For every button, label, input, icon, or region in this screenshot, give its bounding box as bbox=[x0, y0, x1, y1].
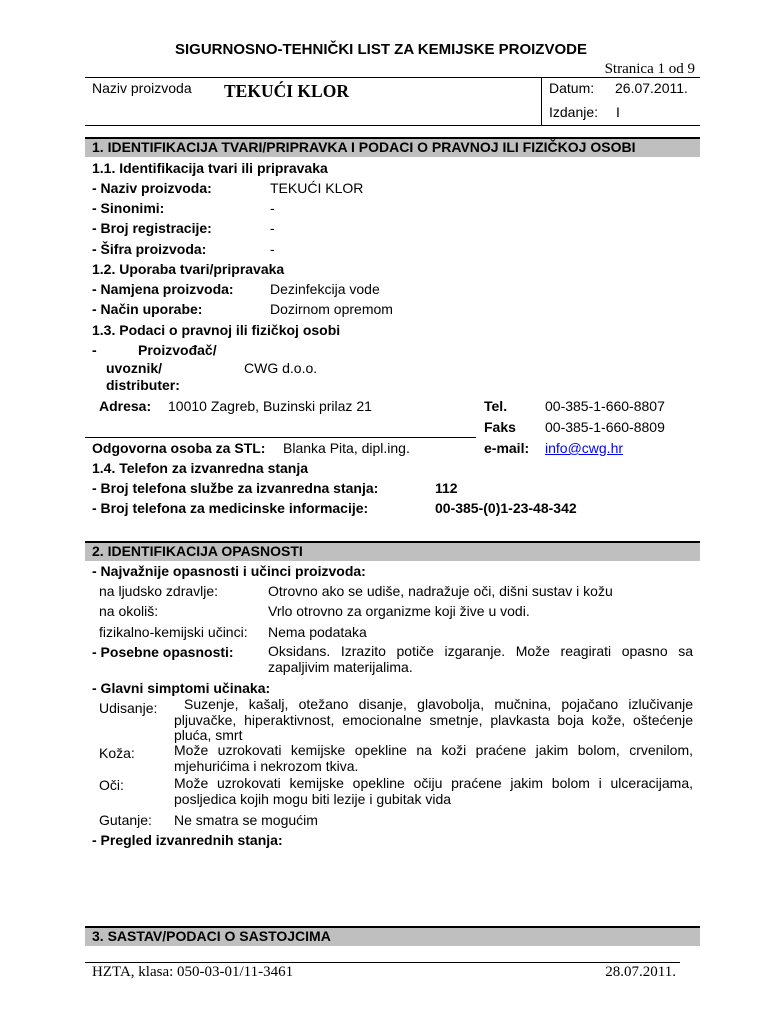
footer-date: 28.07.2011. bbox=[605, 964, 676, 980]
main-symptoms-title: - Glavni simptomi učinaka: bbox=[92, 680, 271, 696]
synonyms-value: - bbox=[270, 200, 275, 216]
email-label: e-mail: bbox=[484, 440, 530, 456]
document-title: SIGURNOSNO-TEHNIČKI LIST ZA KEMIJSKE PROIZVODE bbox=[175, 41, 587, 58]
subsection-1-4-title: 1.4. Telefon za izvanredna stanja bbox=[92, 460, 309, 476]
issue-value: I bbox=[616, 104, 620, 120]
product-code-value: - bbox=[270, 241, 275, 257]
symptom-skin-label: Koža: bbox=[99, 745, 135, 761]
symptom-ingestion-value: Ne smatra se mogućim bbox=[174, 812, 318, 828]
emergency-overview-title: - Pregled izvanrednih stanja: bbox=[92, 832, 283, 848]
synonyms-label: - Sinonimi: bbox=[92, 200, 165, 216]
fax-value: 00-385-1-660-8809 bbox=[545, 419, 665, 435]
subsection-1-1-title: 1.1. Identifikacija tvari ili pripravaka bbox=[92, 160, 328, 176]
product-code-label: - Šifra proizvoda: bbox=[92, 241, 207, 257]
section-1-heading: 1. IDENTIFIKACIJA TVARI/PRIPRAVKA I PODACI O PRAVNOJ ILI FIZIČKOJ OSOBI bbox=[92, 139, 636, 155]
supplier-label-dash: - bbox=[92, 342, 97, 358]
medical-info-phone-label: - Broj telefona za medicinske informacije: bbox=[92, 500, 369, 516]
product-name-value: TEKUĆI KLOR bbox=[270, 180, 364, 196]
hazard-human-health-value: Otrovno ako se udiše, nadražuje oči, dišni sustav i kožu bbox=[268, 583, 613, 599]
main-hazards-title: - Najvažnije opasnosti i učinci proizvoda: bbox=[92, 563, 366, 579]
subsection-1-2-title: 1.2. Uporaba tvari/pripravaka bbox=[92, 261, 285, 277]
medical-info-phone-value: 00-385-(0)1-23-48-342 bbox=[435, 500, 577, 516]
issue-label: Izdanje: bbox=[549, 104, 599, 120]
address-rule bbox=[85, 437, 476, 438]
date-value: 26.07.2011. bbox=[615, 80, 688, 96]
section-2-heading-bar bbox=[85, 541, 700, 561]
supplier-label-line-2: uvoznik/ bbox=[106, 360, 163, 376]
hazard-environment-label: na okoliš: bbox=[99, 603, 159, 619]
symptom-eyes-label: Oči: bbox=[99, 777, 124, 793]
symptom-inhalation-value: Suzenje, kašalj, otežano disanje, glavobolja, mučnina, pojačano izlučivanje pljuvačke, hiperaktivnost, emocionalne smetnje, plavkasta boja kože, oštećenje pluća, smrt bbox=[174, 696, 693, 743]
section-2-heading: 2. IDENTIFIKACIJA OPASNOSTI bbox=[92, 543, 303, 559]
phone-label: Tel. bbox=[484, 398, 508, 414]
page-indicator: Stranica 1 od 9 bbox=[604, 61, 695, 77]
fax-label: Faks bbox=[484, 419, 516, 435]
date-label: Datum: bbox=[549, 80, 595, 96]
intended-use-value: Dezinfekcija vode bbox=[270, 281, 380, 297]
registration-number-label: - Broj registracije: bbox=[92, 220, 212, 236]
special-hazards-value: Oksidans. Izrazito potiče izgaranje. Može reagirati opasno sa zapaljivim materijalima. bbox=[268, 643, 693, 675]
footer-reference: HZTA, klasa: 050-03-01/11-3461 bbox=[92, 964, 294, 980]
intended-use-label: - Namjena proizvoda: bbox=[92, 281, 234, 297]
symptom-inhalation-label: Udisanje: bbox=[99, 700, 158, 716]
section-3-heading: 3. SASTAV/PODACI O SASTOJCIMA bbox=[92, 928, 331, 944]
emergency-service-phone-value: 112 bbox=[435, 480, 458, 496]
header-bottom-rule bbox=[85, 125, 700, 126]
responsible-person-value: Blanka Pita, dipl.ing. bbox=[283, 440, 410, 456]
section-1-heading-bar bbox=[85, 137, 700, 157]
hazard-physchem-value: Nema podataka bbox=[268, 624, 367, 640]
header-divider bbox=[541, 77, 542, 125]
product-label: Naziv proizvoda bbox=[92, 80, 192, 96]
emergency-service-phone-label: - Broj telefona službe za izvanredna stanja: bbox=[92, 480, 379, 496]
supplier-label-line-3: distributer: bbox=[106, 377, 180, 393]
symptom-skin-value: Može uzrokovati kemijske opekline na koži praćene jakim bolom, crvenilom, mjehurićima i nekrozom tkiva. bbox=[174, 742, 693, 774]
method-of-use-value: Dozirnom opremom bbox=[270, 301, 393, 317]
hazard-environment-value: Vrlo otrovno za organizme koji žive u vodi. bbox=[268, 603, 530, 619]
section-3-heading-bar bbox=[85, 926, 700, 946]
address-value: 10010 Zagreb, Buzinski prilaz 21 bbox=[168, 398, 372, 414]
supplier-label-line-1: Proizvođač/ bbox=[138, 342, 217, 358]
supplier-name: CWG d.o.o. bbox=[244, 360, 318, 376]
hazard-human-health-label: na ljudsko zdravlje: bbox=[99, 583, 219, 599]
address-label: Adresa: bbox=[99, 398, 152, 414]
responsible-person-label: Odgovorna osoba za STL: bbox=[92, 440, 266, 456]
product-name-label: - Naziv proizvoda: bbox=[92, 180, 212, 196]
header-top-rule bbox=[85, 77, 700, 78]
subsection-1-3-title: 1.3. Podaci o pravnoj ili fizičkoj osobi bbox=[92, 322, 341, 338]
symptom-eyes-value: Može uzrokovati kemijske opekline očiju praćene jakim bolom i ulceracijama, posljedica kojih mogu biti lezije i gubitak vida bbox=[174, 775, 693, 807]
symptom-ingestion-label: Gutanje: bbox=[99, 812, 152, 828]
registration-number-value: - bbox=[270, 220, 275, 236]
method-of-use-label: - Način uporabe: bbox=[92, 301, 203, 317]
special-hazards-label: - Posebne opasnosti: bbox=[92, 644, 234, 660]
product-name: TEKUĆI KLOR bbox=[224, 81, 349, 101]
phone-value: 00-385-1-660-8807 bbox=[545, 398, 665, 414]
hazard-physchem-label: fizikalno-kemijski učinci: bbox=[99, 624, 248, 640]
email-link[interactable]: info@cwg.hr bbox=[545, 440, 624, 456]
